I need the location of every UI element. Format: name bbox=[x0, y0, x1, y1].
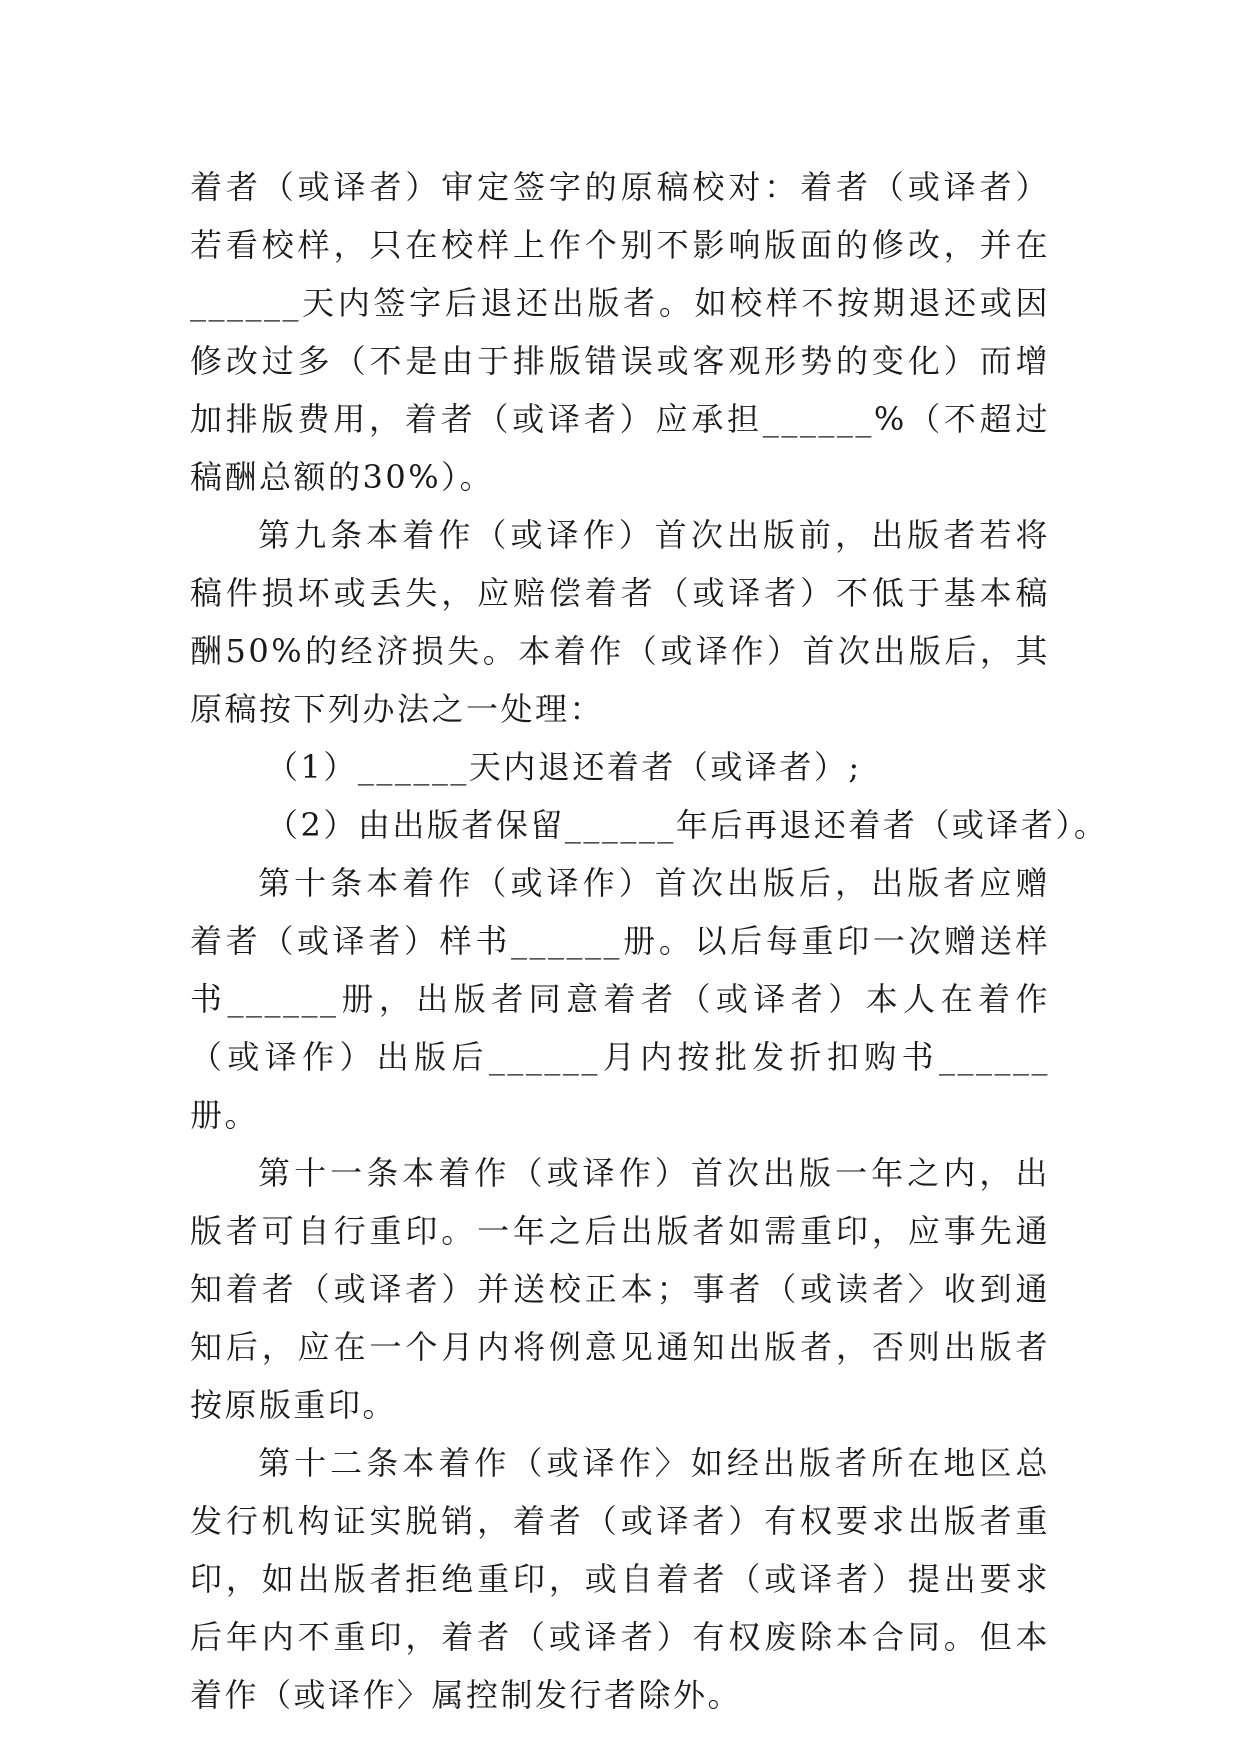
list-item-option-1: （1）______天内退还着者（或译者）; bbox=[266, 748, 862, 786]
paragraph-article-11: 第十一条本着作（或译作）首次出版一年之内，出版者可自行重印。一年之后出版者如需重印，应事先通知着者（或译者）并送校正本；事者（或读者〉收到通知后，应在一个月内将例意见通知出版者，否则出版者按原版重印。 bbox=[190, 1154, 1050, 1424]
paragraph-article-10: 第十条本着作（或译作）首次出版后，出版者应赠着者（或译者）样书______册。以后每重印一次赠送样书______册，出版者同意着者（或译者）本人在着作（或译作）出版后______月内按批发折扣购书______册。 bbox=[190, 864, 1050, 1134]
document-body bbox=[190, 158, 1109, 1724]
paragraph-article-9: 第九条本着作（或译作）首次出版前，出版者若将稿件损坏或丢失，应赔偿着者（或译者）不低于基本稿酬50%的经济损失。本着作（或译作）首次出版后，其原稿按下列办法之一处理： bbox=[190, 516, 1050, 728]
paragraph-article-12: 第十二条本着作（或译作〉如经出版者所在地区总发行机构证实脱销，着者（或译者）有权要求出版者重印，如出版者拒绝重印，或自着者（或译者）提出要求后年内不重印，着者（或译者）有权废除本合同。但本着作（或译作〉属控制发行者除外。 bbox=[190, 1444, 1050, 1714]
paragraph-proof-revision: 着者（或译者）审定签字的原稿校对：着者（或译者）若看校样，只在校样上作个别不影响版面的修改，并在______天内签字后退还出版者。如校样不按期退还或因修改过多（不是由于排版错误或客观形势的变化）而增加排版费用，着者（或译者）应承担______%（不超过稿酬总额的30%）。 bbox=[190, 168, 1050, 496]
list-item-option-2: （2）由出版者保留______年后再退还着者（或译者）。 bbox=[266, 806, 1109, 844]
